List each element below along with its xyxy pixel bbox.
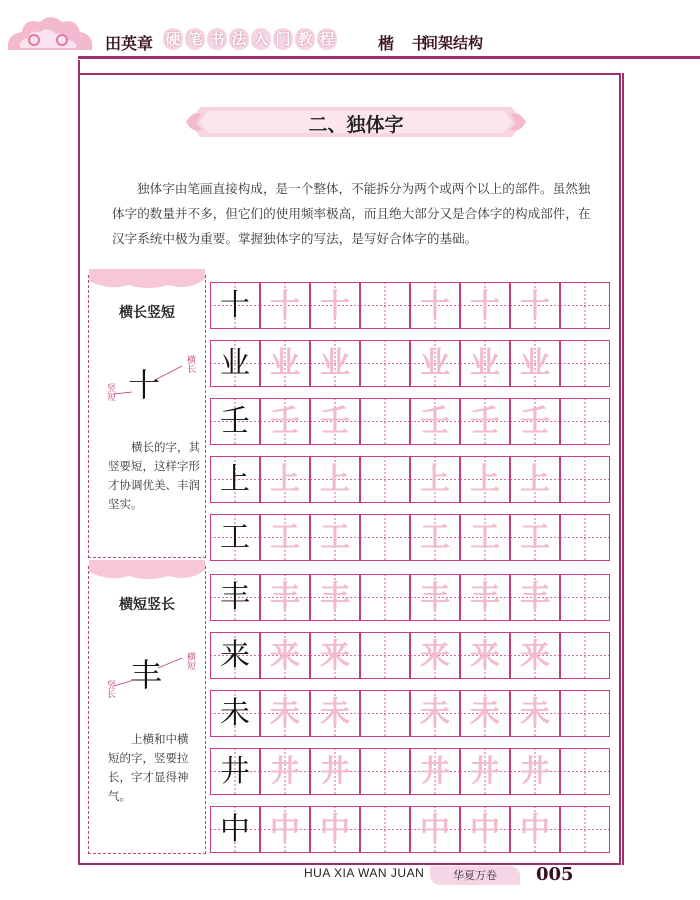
practice-row: [210, 456, 610, 503]
practice-cell: [510, 456, 560, 503]
practice-cell: [210, 574, 260, 621]
trace-char: 工: [420, 520, 450, 555]
model-char: 壬: [220, 404, 250, 439]
stroke-label: 竖短: [105, 383, 115, 401]
practice-cell: [460, 340, 510, 387]
practice-cell: [460, 690, 510, 737]
footer-publisher-latin: HUA XIA WAN JUAN: [304, 866, 425, 880]
section-title: 二、独体字: [308, 114, 404, 136]
footer-publisher: 华夏万卷: [430, 866, 520, 885]
header-topic: 间架结构: [423, 34, 484, 52]
practice-cell: [410, 456, 460, 503]
trace-char: 中: [270, 812, 300, 847]
practice-cell: [210, 340, 260, 387]
practice-row: [210, 632, 610, 679]
practice-cell: [260, 574, 310, 621]
trace-char: 壬: [420, 404, 450, 439]
practice-cell-empty[interactable]: [360, 340, 410, 387]
header-author: 田英章: [105, 34, 154, 53]
trace-char: 丰: [320, 580, 350, 615]
practice-cell: [210, 632, 260, 679]
practice-cell: [260, 340, 310, 387]
model-char: 十: [220, 288, 250, 323]
trace-char: 中: [420, 812, 450, 847]
practice-cell: [310, 574, 360, 621]
model-char: 未: [220, 696, 250, 731]
trace-char: 来: [270, 638, 300, 673]
trace-char: 来: [520, 638, 550, 673]
practice-cell-empty[interactable]: [560, 690, 610, 737]
practice-cell: [460, 456, 510, 503]
trace-char: 丰: [470, 580, 500, 615]
trace-char: 上: [470, 462, 500, 497]
practice-cell: [410, 282, 460, 329]
trace-char: 井: [420, 754, 450, 789]
frame-connector: [78, 60, 80, 73]
trace-char: 中: [470, 812, 500, 847]
practice-cell: [460, 748, 510, 795]
trace-char: 业: [320, 346, 350, 381]
practice-cell: [310, 748, 360, 795]
trace-char: 井: [520, 754, 550, 789]
series-char: 书: [207, 28, 227, 50]
practice-cell-empty[interactable]: [360, 398, 410, 445]
practice-cell: [460, 632, 510, 679]
practice-cell: [460, 398, 510, 445]
trace-char: 工: [520, 520, 550, 555]
practice-cell-empty[interactable]: [360, 690, 410, 737]
trace-char: 丰: [520, 580, 550, 615]
intro-paragraph: 独体字由笔画直接构成，是一个整体，不能拆分为两个或两个以上的部件。虽然独体字的数量并不多，但它们的使用频率极高，而且绝大部分又是合体字的构成部件，在汉字系统中极为重要。掌握独体字的写法，是写好合体字的基础。: [112, 181, 591, 246]
practice-cell: [310, 514, 360, 561]
trace-char: 业: [420, 346, 450, 381]
trace-char: 中: [320, 812, 350, 847]
practice-row: [210, 282, 610, 329]
practice-cell: [510, 340, 560, 387]
stroke-diagram: [100, 350, 190, 410]
practice-cell-empty[interactable]: [560, 398, 610, 445]
practice-cell: [510, 574, 560, 621]
practice-cell-empty[interactable]: [560, 806, 610, 853]
practice-cell-empty[interactable]: [360, 514, 410, 561]
trace-char: 上: [320, 462, 350, 497]
practice-cell-empty[interactable]: [560, 514, 610, 561]
trace-char: 中: [520, 812, 550, 847]
practice-row: [210, 514, 610, 561]
practice-cell: [260, 456, 310, 503]
practice-cell-empty[interactable]: [560, 282, 610, 329]
practice-cell-empty[interactable]: [360, 456, 410, 503]
model-char: 业: [220, 346, 250, 381]
practice-cell-empty[interactable]: [560, 340, 610, 387]
panel-note: 上横和中横短的字，竖要拉长，字才显得神气。: [108, 732, 189, 803]
practice-cell: [410, 398, 460, 445]
trace-char: 井: [470, 754, 500, 789]
trace-char: 未: [470, 696, 500, 731]
practice-cell: [260, 282, 310, 329]
trace-char: 井: [320, 754, 350, 789]
practice-cell-empty[interactable]: [360, 748, 410, 795]
practice-cell: [310, 282, 360, 329]
practice-cell: [410, 574, 460, 621]
practice-cell: [510, 806, 560, 853]
model-char: 上: [220, 462, 250, 497]
practice-cell: [410, 806, 460, 853]
practice-cell: [210, 398, 260, 445]
trace-char: 来: [320, 638, 350, 673]
practice-cell-empty[interactable]: [560, 574, 610, 621]
trace-char: 工: [470, 520, 500, 555]
practice-cell: [410, 340, 460, 387]
trace-char: 未: [270, 696, 300, 731]
page-header: [0, 0, 700, 60]
practice-cell: [210, 514, 260, 561]
trace-char: 工: [270, 520, 300, 555]
practice-cell: [260, 514, 310, 561]
practice-cell: [260, 748, 310, 795]
series-char: 笔: [185, 28, 205, 50]
trace-char: 壬: [270, 404, 300, 439]
practice-cell: [510, 514, 560, 561]
trace-char: 业: [270, 346, 300, 381]
trace-char: 业: [520, 346, 550, 381]
panel-tab: [89, 269, 205, 291]
trace-char: 壬: [520, 404, 550, 439]
practice-cell-empty[interactable]: [360, 806, 410, 853]
trace-char: 上: [520, 462, 550, 497]
practice-cell-empty[interactable]: [560, 632, 610, 679]
trace-char: 丰: [270, 580, 300, 615]
model-char: 井: [220, 754, 250, 789]
practice-cell: [410, 632, 460, 679]
trace-char: 井: [270, 754, 300, 789]
trace-char: 未: [320, 696, 350, 731]
practice-cell: [510, 748, 560, 795]
series-char: 入: [251, 28, 271, 50]
model-char: 工: [220, 520, 250, 555]
trace-char: 壬: [320, 404, 350, 439]
practice-cell: [210, 748, 260, 795]
panel-title: 横短竖长: [119, 597, 175, 613]
practice-cell: [310, 806, 360, 853]
practice-cell: [310, 340, 360, 387]
trace-char: 未: [420, 696, 450, 731]
practice-row: [210, 340, 610, 387]
stroke-label: 横短: [185, 652, 195, 670]
trace-char: 壬: [470, 404, 500, 439]
model-char: 来: [220, 638, 250, 673]
trace-char: 十: [520, 288, 550, 323]
series-char: 门: [273, 28, 293, 50]
trace-char: 未: [520, 696, 550, 731]
trace-char: 工: [320, 520, 350, 555]
practice-cell: [410, 514, 460, 561]
stroke-label: 横长: [185, 355, 195, 373]
practice-cell: [460, 574, 510, 621]
practice-cell: [510, 282, 560, 329]
trace-char: 来: [420, 638, 450, 673]
practice-cell: [210, 806, 260, 853]
page-number: 005: [536, 864, 574, 885]
model-char: 中: [220, 812, 250, 847]
header-script-style: 楷 书: [378, 34, 434, 53]
trace-char: 十: [270, 288, 300, 323]
practice-cell: [410, 748, 460, 795]
practice-cell: [260, 806, 310, 853]
practice-cell: [310, 690, 360, 737]
example-char: 丰: [130, 656, 163, 694]
cloud-ornament-icon: [4, 10, 96, 60]
practice-cell: [460, 282, 510, 329]
practice-cell: [310, 398, 360, 445]
practice-cell: [310, 632, 360, 679]
practice-cell: [510, 398, 560, 445]
header-rule: [78, 56, 700, 59]
practice-row: [210, 748, 610, 795]
practice-cell-empty[interactable]: [360, 632, 410, 679]
example-char: 十: [128, 366, 161, 404]
trace-char: 上: [420, 462, 450, 497]
practice-cell: [210, 282, 260, 329]
practice-cell: [210, 456, 260, 503]
practice-cell-empty[interactable]: [360, 282, 410, 329]
series-char: 教: [295, 28, 315, 50]
practice-cell: [460, 514, 510, 561]
practice-cell: [210, 690, 260, 737]
series-char: 法: [229, 28, 249, 50]
series-char: 硬: [163, 28, 183, 50]
header-series-title: [163, 28, 337, 50]
side-rule: [622, 73, 624, 865]
trace-char: 十: [320, 288, 350, 323]
practice-cell: [260, 690, 310, 737]
practice-cell: [260, 398, 310, 445]
series-char: 程: [317, 28, 337, 50]
practice-cell: [410, 690, 460, 737]
panel-tab: [89, 560, 205, 582]
practice-cell-empty[interactable]: [560, 456, 610, 503]
trace-char: 丰: [420, 580, 450, 615]
trace-char: 上: [270, 462, 300, 497]
practice-row: [210, 806, 610, 853]
panel-title: 横长竖短: [119, 305, 175, 321]
practice-cell-empty[interactable]: [560, 748, 610, 795]
panel-note: 横长的字，其竖要短，这样字形才协调优美、丰润坚实。: [108, 440, 200, 511]
model-char: 丰: [220, 580, 250, 615]
trace-char: 来: [470, 638, 500, 673]
trace-char: 十: [470, 288, 500, 323]
practice-cell: [510, 690, 560, 737]
practice-cell: [310, 456, 360, 503]
practice-row: [210, 690, 610, 737]
practice-row: [210, 398, 610, 445]
trace-char: 十: [420, 288, 450, 323]
practice-cell-empty[interactable]: [360, 574, 410, 621]
trace-char: 业: [470, 346, 500, 381]
practice-cell: [260, 632, 310, 679]
practice-cell: [460, 806, 510, 853]
stroke-label: 竖长: [105, 680, 115, 698]
practice-cell: [510, 632, 560, 679]
practice-row: [210, 574, 610, 621]
